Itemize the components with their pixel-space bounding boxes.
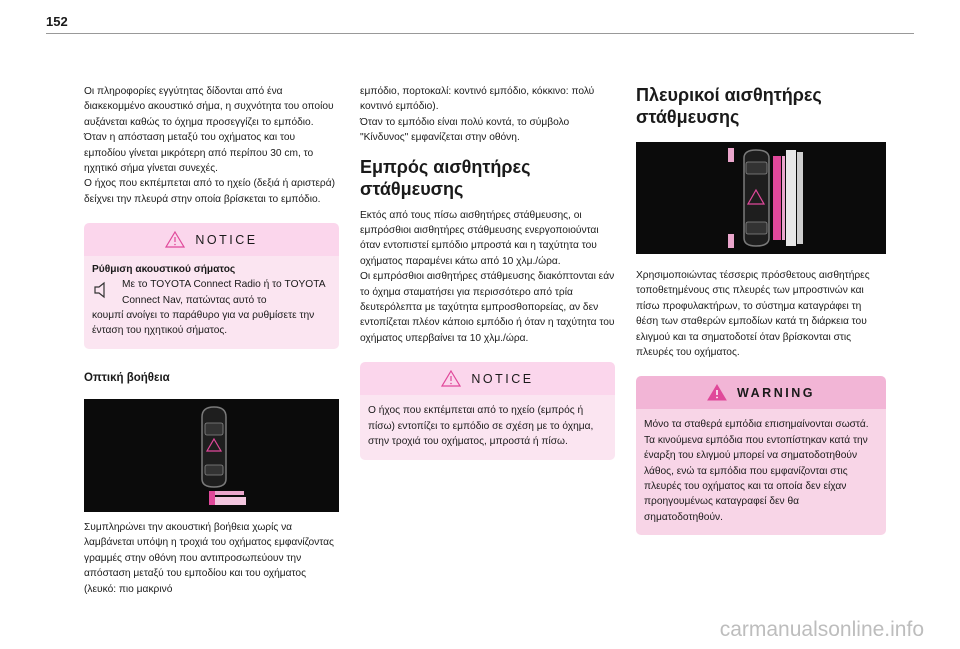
watermark: carmanualsonline.info [719, 618, 924, 641]
paragraph: Οι εμπρόσθιοι αισθητήρες στάθμευσης διακόπτονται εάν το όχημα σταματήσει για περισσότερο από τρία δευτερόλεπτα με ταχύτητα εμπροσθοπορείας, αν δεν εντοπίζεται πλέον κάποιο εμπόδιο ή όταν η ταχύτητα του οχήματος υπερβαίνει τα 10 χλμ./ώρα. [360, 271, 615, 344]
warning-triangle-icon [441, 370, 461, 387]
notice-body [84, 256, 339, 349]
paragraph: Συμπληρώνει την ακουστική βοήθεια χωρίς να λαμβάνεται υπόψη η τροχιά του οχήματος εμφανίζοντας γραμμές στην οθόνη που αντιπροσωπεύουν την απόσταση μεταξύ του εμποδίου και του οχήματος (λευκό: πιο μακρινό [84, 521, 334, 595]
warning-box [636, 376, 886, 535]
notice-body [360, 395, 615, 459]
side-sensors-image [636, 142, 886, 254]
notice-header [84, 223, 339, 256]
notice-box [84, 223, 339, 349]
notice-box [360, 362, 615, 459]
notice-text: Με το TOYOTA Connect Radio ή το TOYOTA Connect Nav, πατώντας αυτό το [122, 279, 325, 306]
paragraph: Όταν το εμπόδιο είναι πολύ κοντά, το σύμβολο "Κίνδυνος" εμφανίζεται στην οθόνη. [360, 116, 570, 144]
notice-header [360, 362, 615, 395]
paragraph: Ο ήχος που εκπέμπεται από το ηχείο (δεξιά ή αριστερά) δείχνει την πλευρά στην οποία βρίσκεται το εμπόδιο. [84, 178, 335, 205]
warning-triangle-icon [165, 231, 185, 248]
column-left [84, 84, 339, 597]
notice-title: NOTICE [195, 232, 258, 247]
section-heading: Πλευρικοί αισθητήρες στάθμευσης [636, 85, 822, 127]
section-heading: Οπτική βοήθεια [84, 371, 170, 384]
warning-body [636, 409, 886, 535]
warning-header [636, 376, 886, 409]
paragraph: εμπόδιο, πορτοκαλί: κοντινό εμπόδιο, κόκκινο: πολύ κοντινό εμπόδιο). [360, 86, 595, 113]
column-right [636, 84, 886, 535]
warning-text: Μόνο τα σταθερά εμπόδια επισημαίνονται σωστά. Τα κινούμενα εμπόδια που εντοπίστηκαν κατά την έναρξη του ελιγμού μπορεί να σηματοδοτηθούν λάθος, ενώ τα εμπόδια που εμφανίζονται στις πλευρές του οχήματος και τα οποία δεν είχαν προηγουμένως καταγραφεί δεν θα σηματοδοτηθούν. [644, 419, 869, 523]
notice-text: κουμπί ανοίγει το παράθυρο για να ρυθμίσετε την ένταση του ηχητικού σήματος. [92, 310, 315, 337]
notice-text: Ο ήχος που εκπέμπεται από το ηχείο (εμπρός ή πίσω) εντοπίζει το εμπόδιο σε σχέση με το όχημα, στην τροχιά του οχήματος, μπροστά ή πίσω. [368, 405, 594, 448]
column-middle [360, 84, 615, 460]
speaker-icon [92, 277, 122, 308]
warning-title: WARNING [737, 385, 815, 400]
section-heading: Εμπρός αισθητήρες στάθμευσης [360, 156, 531, 199]
page-number: 152 [46, 14, 68, 29]
paragraph: Εκτός από τους πίσω αισθητήρες στάθμευσης, οι εμπρόσθιοι αισθητήρες στάθμευσης ενεργοποιούνται όταν εντοπιστεί εμπόδιο μπροστά και η ταχύτητα του οχήματος παραμένει κάτω από 10 χλμ./ώρα. [360, 209, 599, 267]
warning-triangle-icon [707, 384, 727, 401]
paragraph: Χρησιμοποιώντας τέσσερις πρόσθετους αισθητήρες τοποθετημένους στις πλευρές των μπροστινών και πίσω προφυλακτήρων, το σύστημα καταγράφει τη θέση των σταθερών εμποδίων κατά τη διάρκεια του ελιγμού και τα σηματοδοτεί όταν βρίσκονται στις πλευρές του οχήματος. [636, 270, 870, 359]
visual-aid-image [84, 399, 339, 512]
notice-title: NOTICE [471, 371, 534, 386]
paragraph: Οι πληροφορίες εγγύτητας δίδονται από ένα διακεκομμένο ακουστικό σήμα, η συχνότητα του οποίου αυξάνεται καθώς το όχημα προσεγγίζει το εμπόδιο. [84, 86, 334, 128]
paragraph: Όταν η απόσταση μεταξύ του οχήματος και του εμποδίου γίνεται μικρότερη από περίπου 30 cm, το ηχητικό σήμα γίνεται συνεχές. [84, 132, 314, 175]
notice-subheading: Ρύθμιση ακουστικού σήματος [92, 264, 236, 276]
header-divider [46, 33, 914, 34]
